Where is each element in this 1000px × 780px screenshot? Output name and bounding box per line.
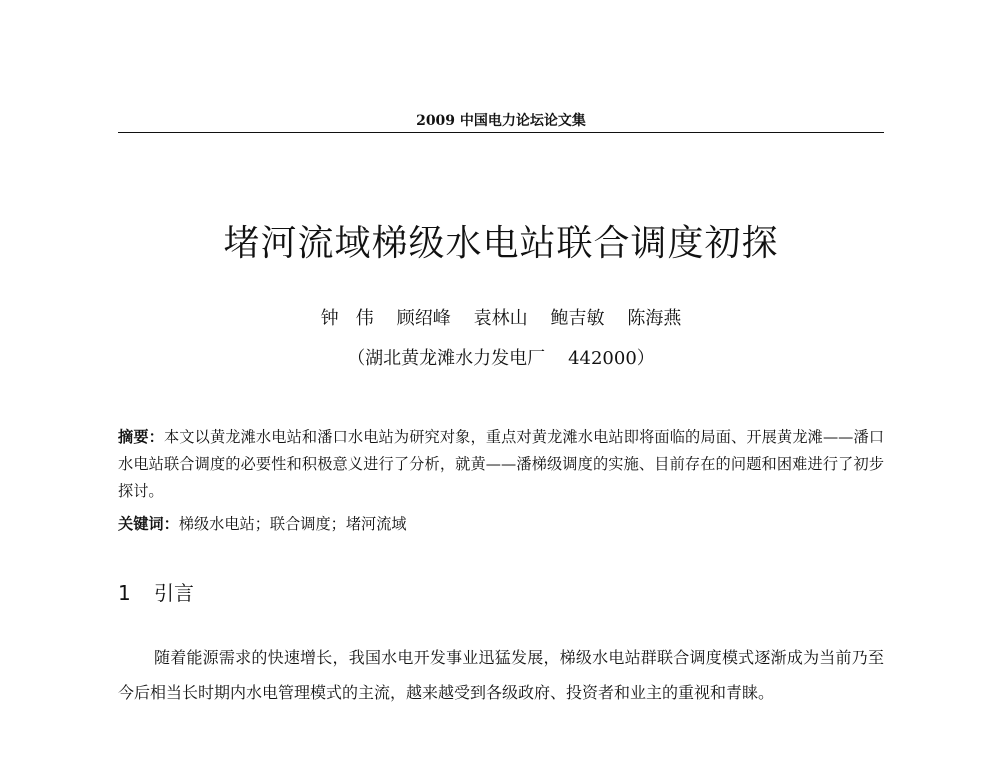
truncated-next-line (118, 740, 884, 780)
abstract (118, 424, 884, 505)
affiliation: （湖北黄龙滩水力发电厂 442000） (347, 348, 655, 369)
section-title: 引言 (154, 581, 194, 605)
abstract-label: 摘要： (118, 428, 164, 446)
section-heading (118, 578, 194, 608)
author-list: 钟 伟 顾绍峰 袁林山 鲍吉敏 陈海燕 (320, 308, 682, 329)
keywords (118, 511, 884, 538)
keywords-text: 梯级水电站；联合调度；堵河流域 (178, 515, 407, 533)
body-paragraph: 随着能源需求的快速增长，我国水电开发事业迅猛发展，梯级水电站群联合调度模式逐渐成为当前乃至今后相当长时期内水电管理模式的主流，越来越受到各级政府、投资者和业主的重视和青睐。 (118, 648, 884, 702)
section-number: 1 (118, 581, 131, 605)
header-rule (118, 132, 884, 133)
running-head: 2009 中国电力论坛论文集 (416, 113, 586, 129)
keywords-label: 关键词： (118, 515, 179, 533)
paper-title: 堵河流域梯级水电站联合调度初探 (223, 223, 779, 264)
abstract-text: 本文以黄龙滩水电站和潘口水电站为研究对象，重点对黄龙滩水电站即将面临的局面、开展黄龙滩——潘口水电站联合调度的必要性和积极意义进行了分析，就黄——潘梯级调度的实施、目前存在的问题和困难进行了初步探讨。 (118, 428, 885, 500)
